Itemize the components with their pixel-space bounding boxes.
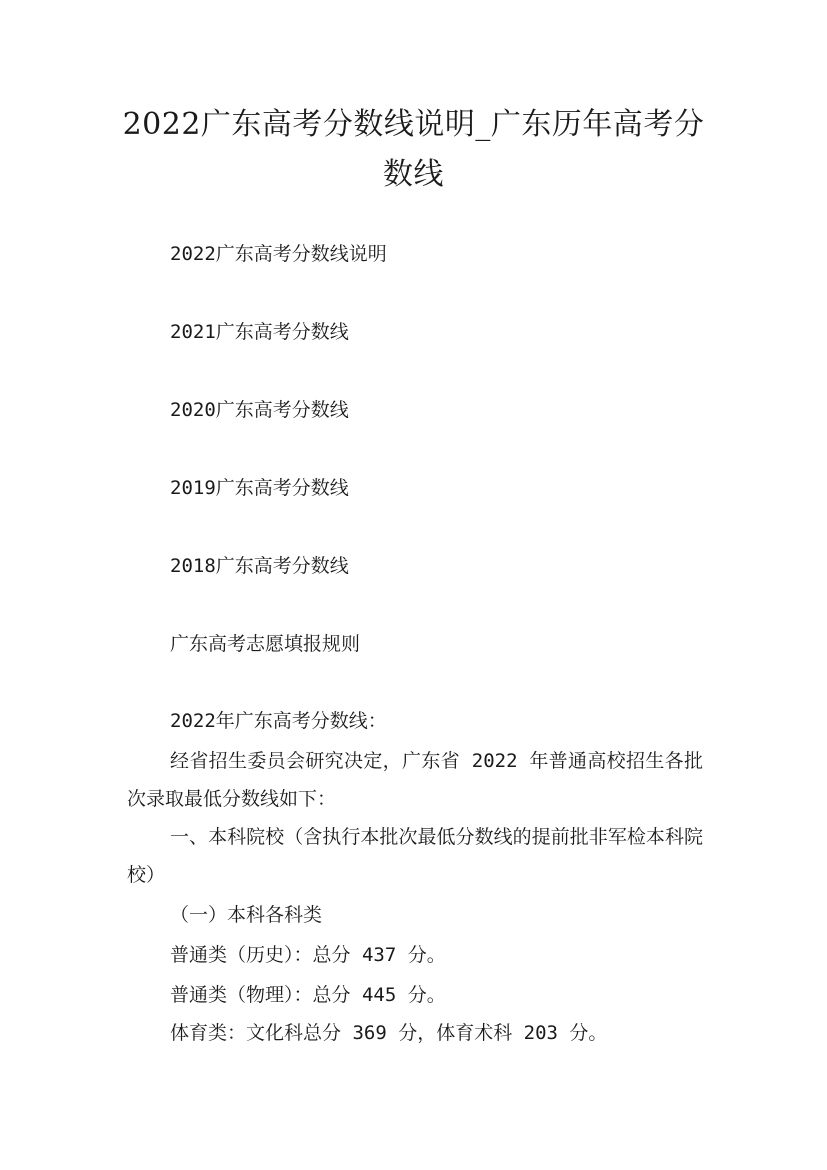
toc-item-2020-scores: 2020广东高考分数线 (170, 399, 349, 421)
toc-item-2021-scores: 2021广东高考分数线 (170, 321, 349, 343)
toc-item-2018-scores: 2018广东高考分数线 (170, 555, 349, 577)
toc-item-application-rules: 广东高考志愿填报规则 (170, 633, 361, 655)
toc-item-2022-explanation: 2022广东高考分数线说明 (170, 243, 387, 265)
score-line-history: 普通类（历史）：总分 437 分。 (170, 944, 446, 966)
subsection-heading: （一）本科各科类 (170, 904, 323, 926)
section-heading-2022: 2022年广东高考分数线： (170, 710, 387, 732)
intro-paragraph: 经省招生委员会研究决定，广东省 2022 年普通高校招生各批次录取最低分数线如下： (127, 750, 703, 810)
toc-item-2019-scores: 2019广东高考分数线 (170, 477, 349, 499)
score-line-physics: 普通类（物理）：总分 445 分。 (170, 984, 446, 1006)
undergraduate-section-heading: 一、本科院校（含执行本批次最低分数线的提前批非军检本科院校） (127, 826, 703, 886)
page-title: 2022广东高考分数线说明_广东历年高考分数线 (122, 107, 705, 192)
score-line-sports: 体育类：文化科总分 369 分，体育术科 203 分。 (170, 1022, 608, 1044)
